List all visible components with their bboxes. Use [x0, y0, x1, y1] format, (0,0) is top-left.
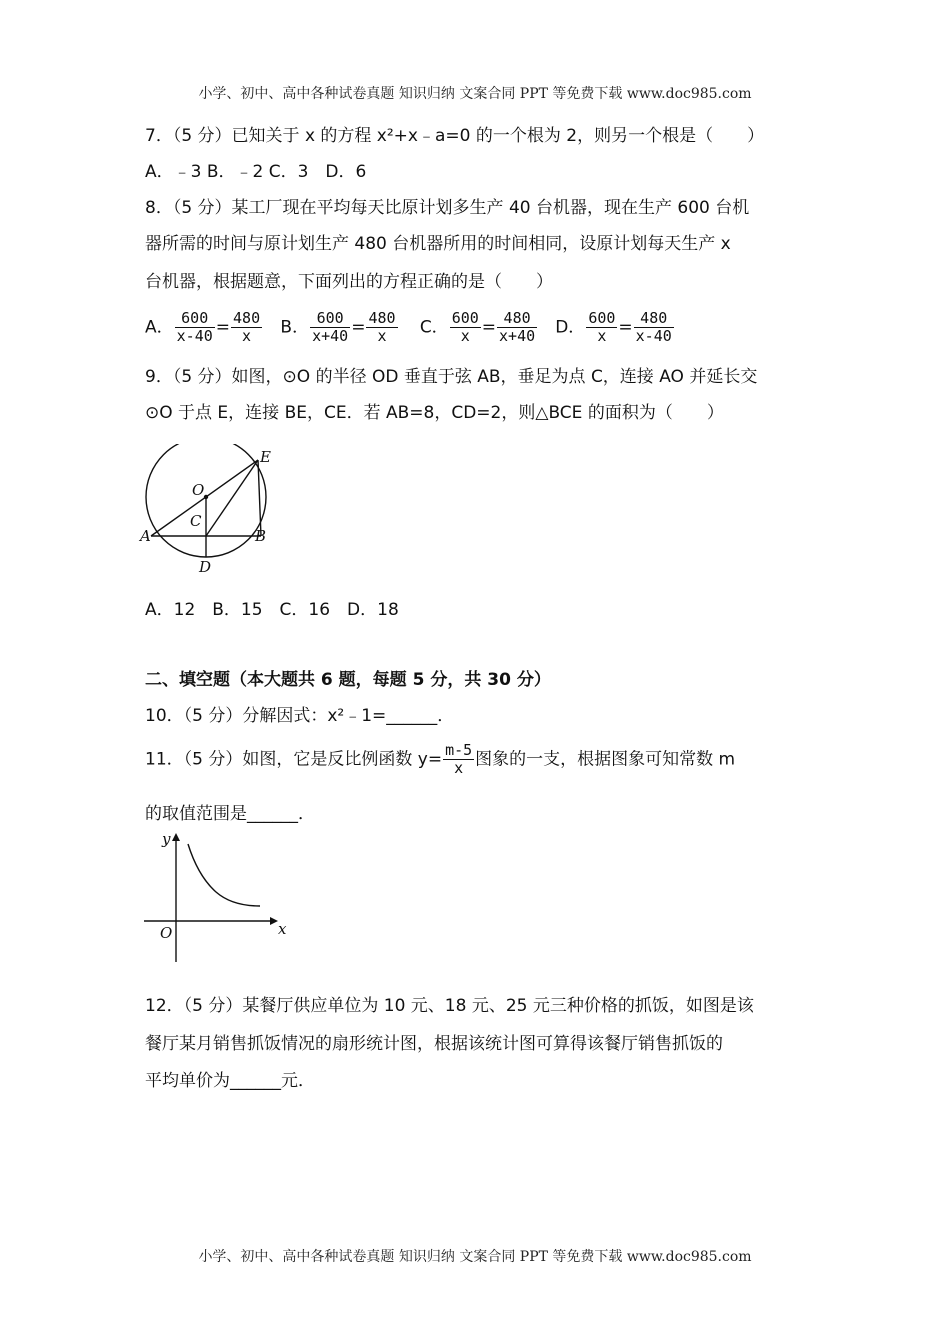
fraction	[175, 310, 215, 345]
numerator: 600	[588, 309, 616, 327]
label-c: C	[190, 512, 202, 530]
denominator: x-40	[635, 327, 672, 345]
fraction	[366, 310, 397, 345]
question-9-line-1: 9．（5 分）如图，⊙O 的半径 OD 垂直于弦 AB，垂足为点 C，连接 AO 并延长交	[145, 367, 758, 387]
numerator: m-5	[445, 741, 473, 759]
y-axis-arrow	[172, 833, 180, 841]
denominator: x	[597, 327, 607, 345]
numerator: 600	[451, 309, 479, 327]
question-8-line-1: 8．（5 分）某工厂现在平均每天比原计划多生产 40 台机器，现在生产 600 台机	[145, 198, 750, 218]
label-a: A	[140, 527, 151, 545]
fraction	[497, 310, 537, 345]
denominator: x+40	[499, 327, 536, 345]
label-d: D	[199, 558, 212, 576]
option-c: C． $\frac{600}{x}$ = $\frac{480}{x+40}$	[419, 309, 536, 345]
numerator: 600	[310, 310, 350, 328]
question-9-options: A．12 B．15 C．16 D．18	[145, 600, 399, 620]
denominator: x	[242, 327, 252, 345]
section-2-heading: 二、填空题（本大题共 6 题，每题 5 分，共 30 分）	[145, 670, 551, 690]
fraction	[634, 310, 674, 345]
question-11-prefix: 11．（5 分）如图，它是反比例函数 y=	[145, 749, 443, 770]
label-x: x	[278, 920, 287, 938]
denominator: x+40	[312, 327, 349, 345]
numerator: 480	[233, 309, 261, 327]
question-8-options	[145, 310, 675, 352]
question-10-text: 10．（5 分）分解因式：x²﹣1=______．	[145, 706, 455, 726]
label-y: y	[162, 830, 171, 848]
question-8-line-2: 器所需的时间与原计划生产 480 台机器所用的时间相同，设原计划每天生产 x	[145, 234, 731, 254]
question-12-line-3: 平均单价为______元．	[145, 1071, 315, 1091]
question-12-line-1: 12．（5 分）某餐厅供应单位为 10 元、18 元、25 元三种价格的抓饭，如图是该	[145, 996, 754, 1016]
numerator: 480	[497, 310, 537, 328]
label-b: B	[255, 527, 267, 545]
center-point	[204, 495, 208, 499]
fraction	[586, 310, 617, 345]
fraction	[231, 310, 262, 345]
denominator: x-40	[176, 327, 213, 345]
fraction	[310, 310, 350, 345]
denominator: x	[460, 327, 470, 345]
option-label: C．	[419, 317, 449, 338]
question-9-line-2: ⊙O 于点 E，连接 BE，CE．若 AB=8，CD=2，则△BCE 的面积为（ ）	[145, 403, 724, 423]
inverse-function-graph	[140, 830, 300, 970]
x-axis-arrow	[270, 917, 278, 925]
question-7-options: A．﹣3 B．﹣2 C．3 D．6	[145, 162, 367, 182]
label-e: E	[260, 448, 271, 466]
page-footer: 小学、初中、高中各种试卷真题 知识归纳 文案合同 PPT 等免费下载 www.doc985.com	[198, 1249, 752, 1265]
question-11-suffix: 图象的一支，根据图象可知常数 m	[475, 749, 736, 770]
question-11-line-2: 的取值范围是______．	[145, 804, 315, 824]
option-label: D．	[555, 317, 586, 338]
label-origin: O	[160, 924, 173, 942]
circle-geometry-figure	[138, 444, 288, 584]
question-11-line-1	[145, 742, 735, 784]
question-7-text: 7．（5 分）已知关于 x 的方程 x²+x﹣a=0 的一个根为 2，则另一个根是（ ）	[145, 126, 765, 146]
numerator: 600	[175, 310, 215, 328]
hyperbola-branch	[188, 844, 260, 906]
denominator: x	[377, 327, 387, 345]
label-o: O	[192, 481, 205, 499]
question-8-line-3: 台机器，根据题意，下面列出的方程正确的是（ ）	[145, 272, 553, 292]
denominator: x	[454, 759, 464, 777]
option-a: A． $\frac{600}{x-40}$ = $\frac{480}{x}$	[145, 309, 261, 345]
fraction	[450, 310, 481, 345]
option-d: D． $\frac{600}{x}$ = $\frac{480}{x-40}$	[555, 309, 672, 345]
numerator: 480	[634, 310, 674, 328]
question-12-line-2: 餐厅某月销售抓饭情况的扇形统计图，根据该统计图可算得该餐厅销售抓饭的	[145, 1034, 723, 1054]
page-header: 小学、初中、高中各种试卷真题 知识归纳 文案合同 PPT 等免费下载 www.doc985.com	[198, 86, 752, 102]
segment-ce	[206, 460, 258, 536]
option-label: B．	[280, 317, 310, 338]
option-b: B． $\frac{600}{x+40}$ = $\frac{480}{x}$	[280, 309, 396, 345]
option-label: A．	[145, 317, 174, 338]
numerator: 480	[368, 309, 396, 327]
fraction	[443, 742, 474, 777]
